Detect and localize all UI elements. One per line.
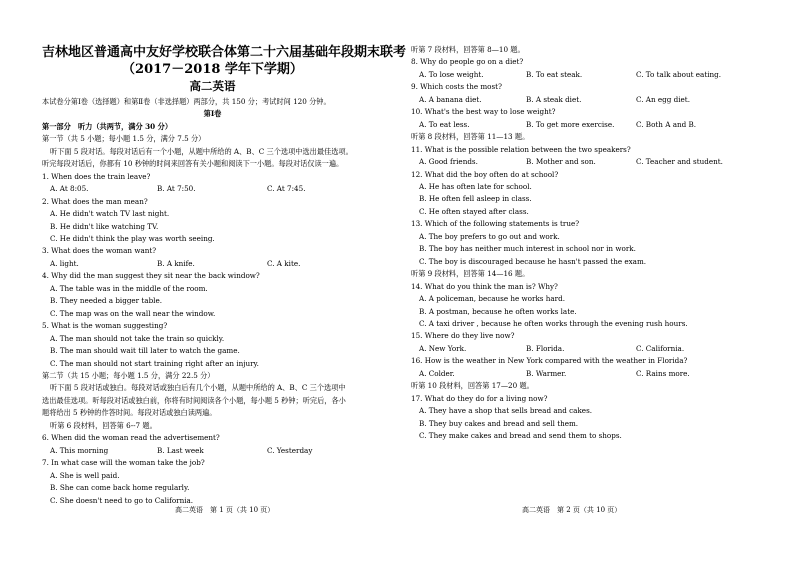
question-stem: 8. Why do people go on a diet?: [411, 57, 524, 67]
answer-option: A. To eat less.: [419, 119, 470, 129]
answer-option: C. The boy is discouraged because he hasn't passed the exam.: [419, 256, 647, 266]
section1-instruction: 听完每段对话后，你都有 10 秒钟的时间来回答有关小题和阅读下一小题。每段对话仅读一遍。: [42, 159, 344, 169]
answer-option: C. A kite.: [267, 258, 301, 268]
answer-option: A. They have a shop that sells bread and cakes.: [419, 406, 593, 416]
material-note: 听第 6 段材料，回答第 6--7 题。: [50, 420, 157, 430]
exam-title: 吉林地区普通高中友好学校联合体第二十六届基础年段期末联考: [42, 45, 407, 60]
options-row: [411, 94, 782, 106]
answer-option: C. She doesn't need to go to California.: [50, 495, 194, 505]
part1-heading: 第一部分 听力（共两节，满分 30 分）: [42, 121, 173, 131]
answer-option: A. The table was in the middle of the room.: [50, 283, 208, 293]
answer-option: A. Colder.: [419, 368, 455, 378]
material-note: 听第 8 段材料，回答第 11—13 题。: [411, 132, 530, 142]
subject-title: 高二英语: [189, 79, 236, 93]
question-stem: 14. What do you think the man is? Why?: [411, 281, 558, 291]
answer-option: A. The boy prefers to go out and work.: [419, 231, 560, 241]
question-stem: 17. What do they do for a living now?: [411, 393, 548, 403]
answer-option: C. The map was on the wall near the window.: [50, 308, 216, 318]
options-row: [42, 183, 383, 195]
question-list: [42, 432, 383, 507]
options-row: [42, 258, 383, 270]
answer-option: A. Good friends.: [419, 157, 478, 167]
section2-instruction: 选出最佳选项。听每段对话或独白前，你将有时间阅读各个小题，每小题 5 秒钟；听完后，各小: [42, 395, 346, 405]
question-stem: 1. When does the train leave?: [42, 171, 151, 181]
material-note: 听第 10 段材料，回答第 17—20 题。: [411, 381, 534, 391]
question-stem: 12. What did the boy often do at school?: [411, 169, 559, 179]
answer-option: B. Last week: [157, 445, 204, 455]
answer-option: B. Warmer.: [526, 368, 567, 378]
answer-option: A. This morning: [50, 445, 109, 455]
answer-option: A. She is well paid.: [50, 470, 120, 480]
question-stem: 6. When did the woman read the advertisement?: [42, 433, 220, 443]
answer-option: A. At 8:05.: [50, 184, 89, 194]
answer-option: C. Both A and B.: [636, 119, 697, 129]
question-stem: 15. Where do they live now?: [411, 331, 515, 341]
answer-option: A. He didn't watch TV last night.: [50, 209, 170, 219]
page-footer: 高二英语 第 1 页（共 10 页）: [175, 506, 275, 514]
volume-heading: 第Ⅰ卷: [203, 109, 222, 119]
page-footer: 高二英语 第 2 页（共 10 页）: [522, 506, 622, 514]
question-stem: 10. What's the best way to lose weight?: [411, 107, 556, 117]
question-stem: 5. What is the woman suggesting?: [42, 321, 168, 331]
answer-option: C. A taxi driver , because he often works through the evening rush hours.: [419, 318, 688, 328]
answer-option: C. They make cakes and bread and send them to shops.: [419, 431, 622, 441]
answer-option: C. He didn't think the play was worth seeing.: [50, 233, 215, 243]
question-list: [411, 56, 782, 442]
answer-option: C. The man should not start training right after an injury.: [50, 358, 259, 368]
answer-option: B. They buy cakes and bread and sell them.: [419, 418, 579, 428]
answer-option: B. A knife.: [157, 258, 195, 268]
options-row: [411, 119, 782, 131]
answer-option: C. An egg diet.: [636, 94, 690, 104]
section2-instruction: 题将给出 5 秒钟的作答时间。每段对话或独白读两遍。: [42, 408, 217, 418]
answer-option: A. The man should not take the train so quickly.: [50, 333, 225, 343]
answer-option: B. He didn't like watching TV.: [50, 221, 159, 231]
answer-option: B. They needed a bigger table.: [50, 296, 163, 306]
answer-option: A. New York.: [419, 343, 467, 353]
material-note: 听第 9 段材料，回答第 14—16 题。: [411, 269, 530, 279]
answer-option: C. Teacher and student.: [636, 157, 723, 167]
answer-option: A. He has often late for school.: [419, 181, 532, 191]
answer-option: A. A policeman, because he works hard.: [419, 294, 566, 304]
question-list: [42, 171, 383, 370]
answer-option: B. He often fell asleep in class.: [419, 194, 532, 204]
question-stem: 16. How is the weather in New York compared with the weather in Florida?: [411, 356, 688, 366]
answer-option: B. To eat steak.: [526, 69, 583, 79]
answer-option: C. California.: [636, 343, 685, 353]
answer-option: B. A steak diet.: [526, 94, 582, 104]
question-stem: 7. In what case will the woman take the job?: [42, 458, 205, 468]
question-stem: 9. Which costs the most?: [411, 82, 502, 92]
question-stem: 3. What does the woman want?: [42, 246, 157, 256]
answer-option: A. light.: [50, 258, 79, 268]
question-stem: 11. What is the possible relation between the two speakers?: [411, 144, 631, 154]
options-row: [411, 156, 782, 168]
answer-option: C. To talk about eating.: [636, 69, 722, 79]
section1-heading: 第一节（共 5 小题；每小题 1.5 分，满分 7.5 分）: [42, 134, 206, 144]
question-stem: 4. Why did the man suggest they sit near the back window?: [42, 271, 260, 281]
options-row: [411, 69, 782, 81]
answer-option: B. Florida.: [526, 343, 565, 353]
question-stem: 2. What does the man mean?: [42, 196, 148, 206]
answer-option: A. A banana diet.: [419, 94, 482, 104]
answer-option: B. She can come back home regularly.: [50, 483, 190, 493]
answer-option: C. Yesterday: [267, 445, 313, 455]
question-stem: 13. Which of the following statements is true?: [411, 219, 580, 229]
section2-instruction: 听下面 5 段对话或独白。每段对话或独白后有几个小题，从题中所给的 A、B、C 三个选项中: [50, 383, 346, 393]
answer-option: C. At 7:45.: [267, 184, 306, 194]
options-row: [411, 343, 782, 355]
material-note: 听第 7 段材料，回答第 8—10 题。: [411, 45, 525, 54]
page-right: [397, 0, 794, 561]
answer-option: B. The man should wait till later to watch the game.: [50, 346, 240, 356]
answer-option: C. Rains more.: [636, 368, 690, 378]
answer-option: B. The boy has neither much interest in school nor in work.: [419, 244, 636, 254]
answer-option: B. Mother and son.: [526, 157, 596, 167]
answer-option: A. To lose weight.: [419, 69, 484, 79]
options-row: [411, 368, 782, 380]
answer-option: C. He often stayed after class.: [419, 206, 529, 216]
options-row: [42, 445, 383, 457]
section1-instruction: 听下面 5 段对话。每段对话后有一个小题，从题中所给的 A、B、C 三个选项中选出最佳选项。: [50, 146, 353, 156]
exam-intro: 本试卷分第Ⅰ卷（选择题）和第Ⅱ卷（非选择题）两部分，共 150 分；考试时间 120 分钟。: [42, 97, 331, 106]
answer-option: B. To get more exercise.: [526, 119, 615, 129]
exam-years: （2017－2018 学年下学期）: [122, 62, 303, 77]
answer-option: B. At 7:50.: [157, 184, 196, 194]
answer-option: B. A postman, because he often works late.: [419, 306, 577, 316]
section2-heading: 第二节（共 15 小题；每小题 1.5 分，满分 22.5 分）: [42, 370, 215, 380]
